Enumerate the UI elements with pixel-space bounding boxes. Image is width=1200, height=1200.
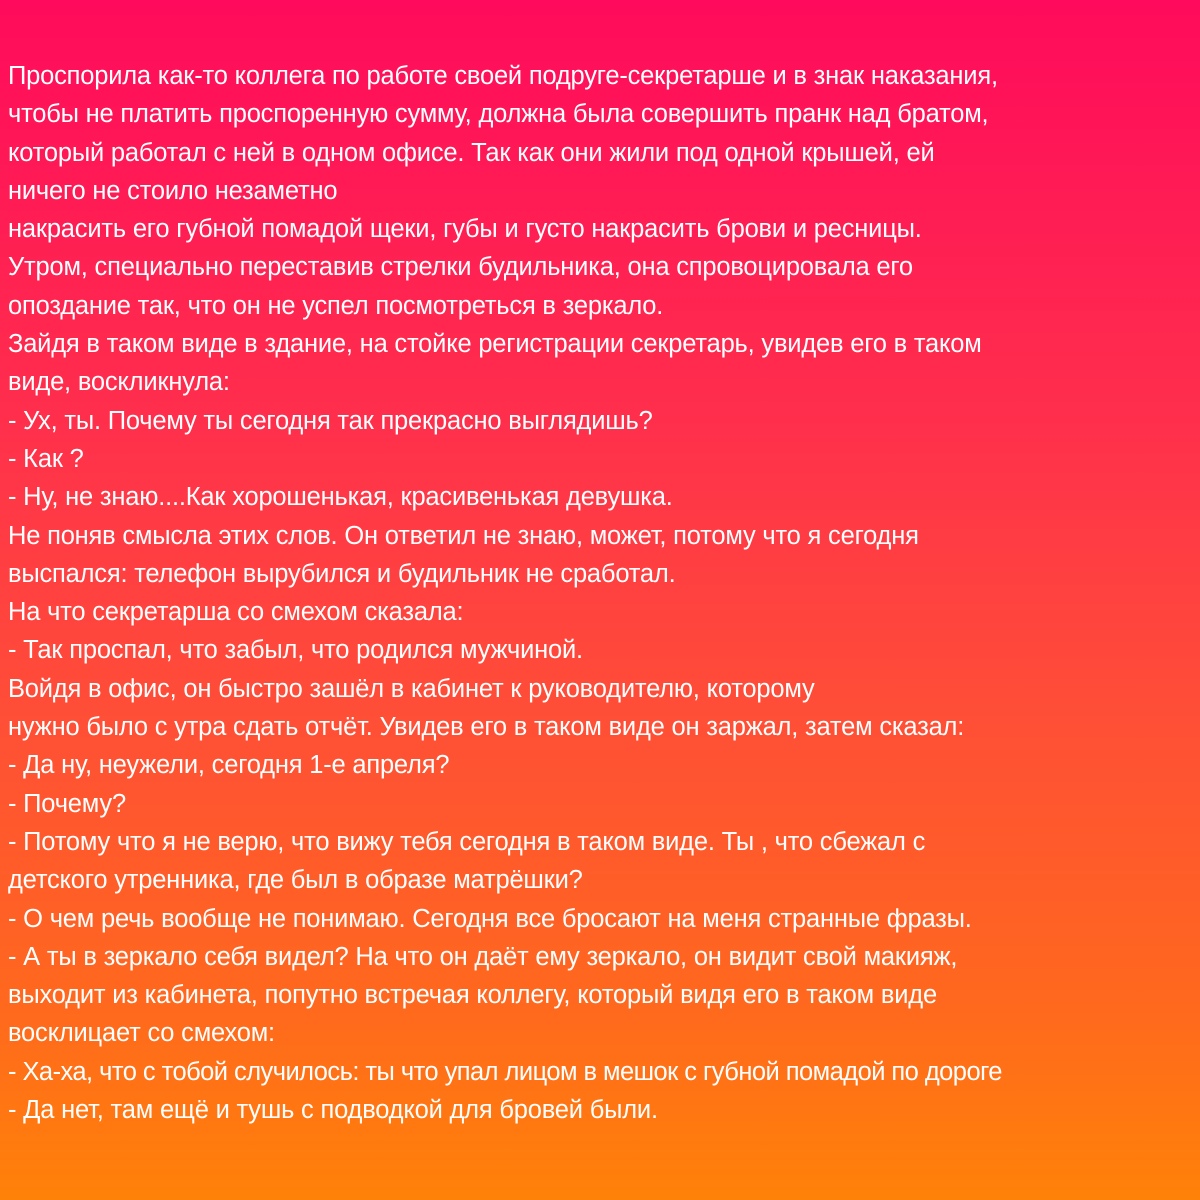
story-line: накрасить его губной помадой щеки, губы и густо накрасить брови и ресницы. xyxy=(8,215,922,244)
story-line: детского утренника, где был в образе матрёшки? xyxy=(8,866,583,895)
story-line: - Ну, не знаю....Как хорошенькая, красивенькая девушка. xyxy=(8,483,673,512)
story-line: чтобы не платить проспоренную сумму, должна была совершить пранк над братом, xyxy=(8,100,989,129)
story-line: На что секретарша со смехом сказала: xyxy=(8,598,464,627)
story-text xyxy=(8,57,1198,1129)
story-line: - Почему? xyxy=(8,789,126,818)
story-line: - Ха-ха, что с тобой случилось: ты что упал лицом в мешок с губной помадой по дороге xyxy=(8,1057,1002,1086)
story-line: - А ты в зеркало себя видел? На что он даёт ему зеркало, он видит свой макияж, xyxy=(8,942,958,971)
story-line: нужно было с утра сдать отчёт. Увидев его в таком виде он заржал, затем сказал: xyxy=(8,713,965,742)
story-line: выходит из кабинета, попутно встречая коллегу, который видя его в таком виде xyxy=(8,981,937,1010)
story-line: ничего не стоило незаметно xyxy=(8,176,338,205)
story-line: восклицает со смехом: xyxy=(8,1019,275,1048)
story-line: выспался: телефон вырубился и будильник не сработал. xyxy=(8,559,676,588)
story-line: Не поняв смысла этих слов. Он ответил не знаю, может, потому что я сегодня xyxy=(8,521,919,550)
story-line: Войдя в офис, он быстро зашёл в кабинет к руководителю, которому xyxy=(8,674,815,703)
story-line: виде, воскликнула: xyxy=(8,368,230,397)
story-line: - Потому что я не верю, что вижу тебя сегодня в таком виде. Ты , что сбежал с xyxy=(8,827,926,856)
story-line: опоздание так, что он не успел посмотреться в зеркало. xyxy=(8,291,664,320)
story-line: - О чем речь вообще не понимаю. Сегодня все бросают на меня странные фразы. xyxy=(8,904,972,933)
story-line: - Так проспал, что забыл, что родился мужчиной. xyxy=(8,636,583,665)
story-line: Проспорила как-то коллега по работе своей подруге-секретарше и в знак наказания, xyxy=(8,62,998,90)
story-line: который работал с ней в одном офисе. Так как они жили под одной крышей, ей xyxy=(8,138,935,167)
story-line: Зайдя в таком виде в здание, на стойке регистрации секретарь, увидев его в таком xyxy=(8,330,982,359)
story-line: - Да ну, неужели, сегодня 1-е апреля? xyxy=(8,751,450,780)
story-line: Утром, специально переставив стрелки будильника, она спровоцировала его xyxy=(8,253,913,282)
story-line: - Как ? xyxy=(8,444,84,473)
story-line: - Да нет, там ещё и тушь с подводкой для бровей были. xyxy=(8,1096,658,1125)
story-line: - Ух, ты. Почему ты сегодня так прекрасно выглядишь? xyxy=(8,406,653,435)
